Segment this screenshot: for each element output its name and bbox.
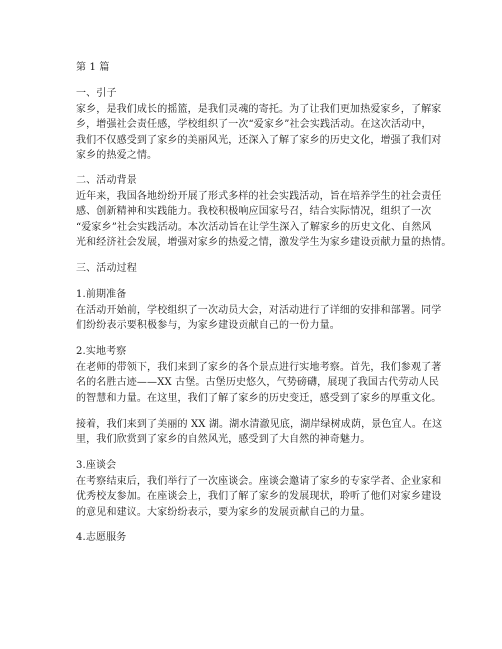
paragraph-line: 家乡，是我们成长的摇篮，是我们灵魂的寄托。为了让我们更加热爱家乡，了解家 (76, 104, 442, 115)
subsection-title-forum: 3.座谈会 (76, 460, 117, 471)
paragraph-line: 家乡的热爱之情。 (76, 150, 158, 161)
paragraph-line: 优秀校友参加。在座谈会上，我们了解了家乡的发展现状，聆听了他们对家乡建设 (76, 491, 442, 502)
paragraph-line: 的智慧和力量。在这里，我们了解了家乡的历史变迁，感受到了家乡的厚重文化。 (76, 393, 442, 404)
paragraph-line: 的意见和建议。大家纷纷表示，要为家乡的发展贡献自己的力量。 (76, 507, 371, 518)
section-heading-process: 三、活动过程 (76, 263, 137, 274)
paragraph-line: 近年来，我国各地纷纷开展了形式多样的社会实践活动，旨在培养学生的社会责任 (76, 191, 442, 202)
paragraph-line: 感、创新精神和实践能力。我校积极响应国家号召，结合实际情况，组织了一次 (76, 206, 432, 217)
section-heading-background: 二、活动背景 (76, 175, 137, 186)
paragraph-line: 名的名胜古迹——XX 古堡。古堡历史悠久，气势磅礴，展现了我国古代劳动人民 (76, 377, 439, 388)
paragraph-line: 光和经济社会发展，增强对家乡的热爱之情，激发学生为家乡建设贡献力量的热情。 (76, 237, 452, 248)
paragraph-line: 在考察结束后，我们举行了一次座谈会。座谈会邀请了家乡的专家学者、企业家和 (76, 476, 442, 487)
paragraph-line: 在老师的带领下，我们来到了家乡的各个景点进行实地考察。首先，我们参观了著 (76, 362, 442, 373)
paragraph-line: 乡，增强社会责任感，学校组织了一次“爱家乡”社会实践活动。在这次活动中， (76, 119, 432, 130)
paragraph-line: 我们不仅感受到了家乡的美丽风光，还深入了解了家乡的历史文化，增强了我们对 (76, 135, 442, 146)
subsection-title-field: 2.实地考察 (76, 346, 127, 357)
paragraph-line: “爱家乡”社会实践活动。本次活动旨在让学生深入了解家乡的历史文化、自然风 (76, 222, 432, 233)
section-heading-intro: 一、引子 (76, 88, 117, 99)
paragraph-line: 里，我们欣赏到了家乡的自然风光，感受到了大自然的神奇魅力。 (76, 434, 371, 445)
subsection-title-prep: 1.前期准备 (76, 289, 127, 300)
paragraph-line: 在活动开始前，学校组织了一次动员大会，对活动进行了详细的安排和部署。同学 (76, 305, 442, 316)
subsection-title-volunteer: 4.志愿服务 (76, 532, 127, 543)
part-label: 第 1 篇 (76, 62, 110, 73)
paragraph-line: 们纷纷表示要积极参与，为家乡建设贡献自己的一份力量。 (76, 320, 340, 331)
paragraph-line: 接着，我们来到了美丽的 XX 湖。湖水清澈见底，湖岸绿树成荫，景色宜人。在这 (76, 419, 443, 430)
